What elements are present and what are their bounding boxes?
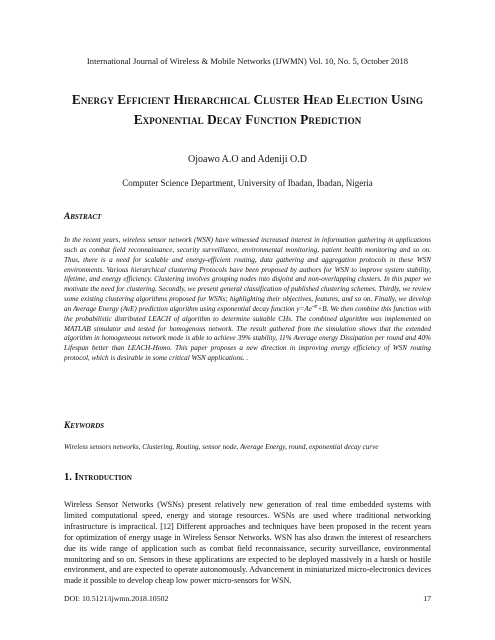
keywords-text: Wireless sensors networks, Clustering, Routing, sensor node, Average Energy, round, exponential decay curve (64, 443, 379, 451)
authors: Ojoawo A.O and Adeniji O.D (188, 154, 307, 165)
doi: DOI: 10.5121/ijwmn.2018.10502 (64, 594, 169, 603)
abstract-text-part-2: +B. We then combine this function with the probabilistic distributed LEACH of algorithm to determine suitable CHs. The combined algorithm was implemented on MATLAB simulator and tested for homogenous network. The result gathered from the simulation shows that the extended algorithm in homogeneous network mode is able to achieve 39% stability, 11% Average energy Dissipation per round and 40% Lifespan better than LEACH-Homo. This paper proposes a new direction in improving energy efficiency of WSN routing protocol, which is desirable in some critical WSN applications. . (64, 304, 431, 363)
journal-header: International Journal of Wireless & Mobile Networks (IJWMN) Vol. 10, No. 5, October 2018 (86, 56, 409, 66)
abstract-text (64, 236, 431, 364)
formula-exponent: -at (311, 304, 318, 310)
paper-title: Energy Efficient Hierarchical Cluster Head Election Using Exponential Decay Function Prediction (71, 92, 424, 127)
page-number: 17 (423, 594, 431, 603)
abstract-heading: Abstract (64, 212, 102, 222)
keywords-heading: Keywords (64, 421, 105, 431)
introduction-heading: 1. Introduction (64, 472, 132, 483)
abstract-text-part-1: In the recent years, wireless sensor network (WSN) have witnessed increased interest in information gathering in applications such as combat field reconnaissance, security surveillance, environmental monitoring, patient health monitoring and so on. Thus, there is a need for scalable and energy-efficient routing, data gathering and aggregation protocols in these WSN environments. Various hierarchical clustering Protocols have been proposed by authors for WSN to improve system stability, lifetime, and energy efficiency. Clustering involves grouping nodes into disjoint and non-overlapping clusters. In this paper we motivate the need for clustering. Secondly, we present general classification of published clustering schemes. Thirdly, we review some existing clustering algorithms proposed for WSNs; highlighting their objectives, features, and so on. Finally, we develop an Average Energy (AvE) prediction algorithm using exponential decay function y=Ae (64, 236, 431, 313)
affiliation: Computer Science Department, University of Ibadan, Ibadan, Nigeria (122, 178, 373, 188)
introduction-text: Wireless Sensor Networks (WSNs) present relatively new generation of real time embedded systems with limited computational speed, energy and storage resources. WSNs are used where traditional networking infrastructure is impractical. [12] Different approaches and techniques have been proposed in the recent years for optimization of energy usage in Wireless Sensor Networks. WSN has also drawn the interest of researchers due its wide range of application such as combat field reconnaissance, security surveillance, environmental monitoring and so on. Sensors in these applications are expected to be deployed massively in a harsh or hostile environment, and are expected to operate autonomously. Advancement in miniaturized micro-electronics devices made it possible to develop cheap low power micro-sensors for WSN. (64, 500, 431, 586)
